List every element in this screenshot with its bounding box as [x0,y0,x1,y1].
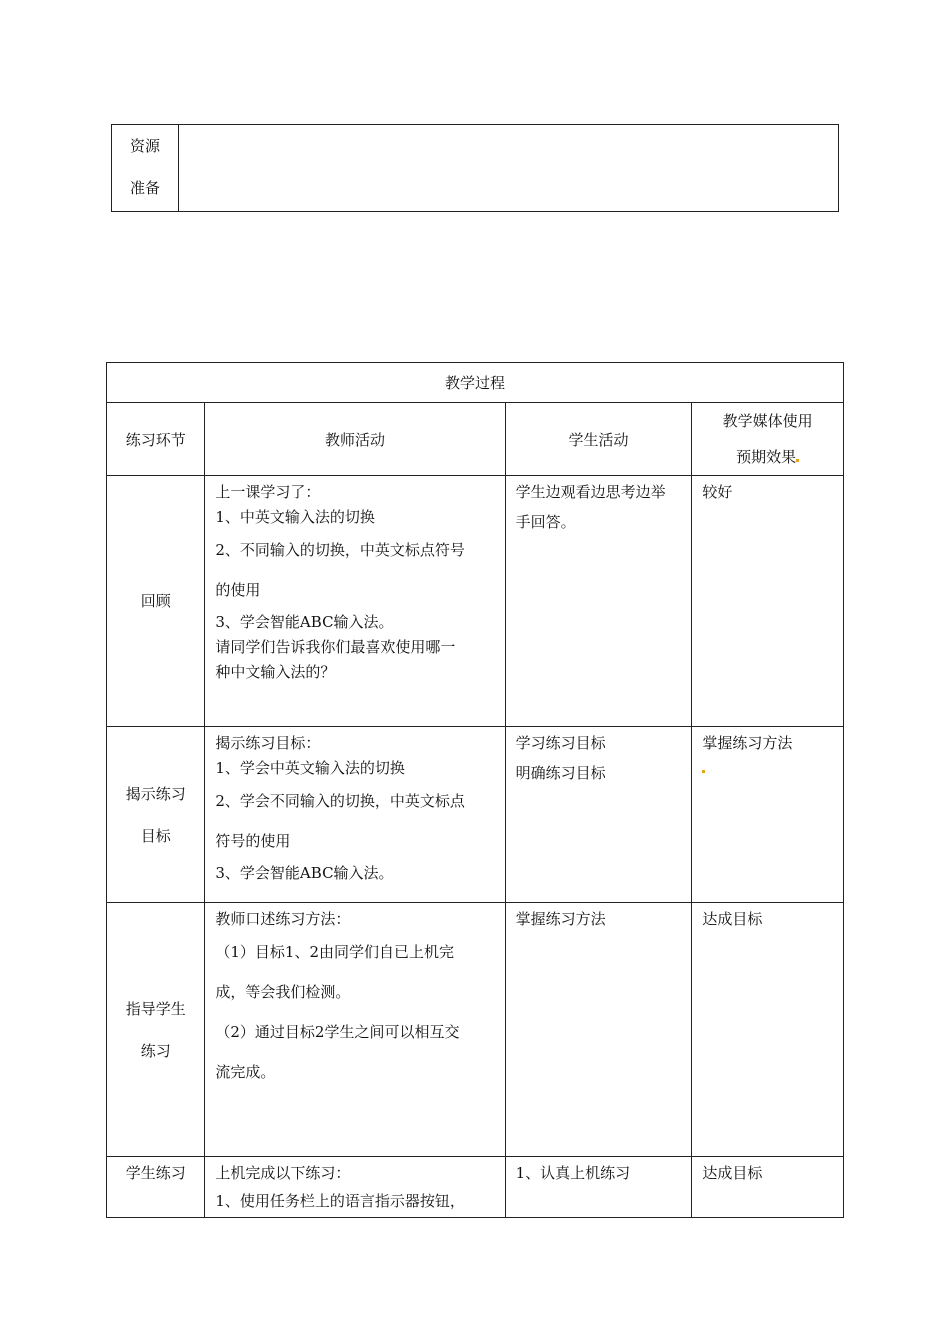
student-activity-cell [505,903,692,1157]
table-row [107,1157,844,1218]
stage-label-line1: 揭示练习 [125,784,186,803]
teacher-line: 2、学会不同输入的切换，中英文标点 [215,792,465,810]
student-line: 学生边观看边思考边举 [515,483,666,501]
header-media-line1: 教学媒体使用 [722,412,813,430]
teacher-line: 的使用 [215,581,261,599]
stage-label: 学生练习 [125,1164,186,1182]
student-activity-cell [505,727,692,903]
resource-label-line1: 资源 [129,137,160,155]
table-row [107,903,844,1157]
mark-icon [702,770,705,773]
header-stage: 练习环节 [107,403,205,476]
teacher-line: 教师口述练习方法： [215,910,351,928]
effect-cell [692,903,844,1157]
teacher-activity-cell [205,476,505,727]
teaching-process-table [106,362,844,1218]
teacher-activity-cell [205,903,505,1157]
teacher-line: 3、学会智能ABC输入法。 [215,864,394,882]
effect-label: 达成目标 [702,1164,763,1182]
effect-label: 掌握练习方法 [702,734,793,752]
teacher-line: 上一课学习了： [215,483,321,501]
stage-label-line2: 练习 [140,1041,171,1060]
stage-cell [107,1157,205,1218]
effect-cell [692,1157,844,1218]
effect-label: 较好 [702,483,733,501]
teacher-line: 揭示练习目标： [215,734,321,752]
effect-mark-line [702,756,843,781]
header-media [692,403,844,476]
header-media-line2: 预期效果 [692,439,843,475]
header-teacher-label: 教师活动 [324,430,385,449]
teacher-line: 1、中英文输入法的切换 [215,508,375,526]
mark-icon [796,459,799,462]
teacher-line: （2）通过目标2学生之间可以相互交 [215,1023,460,1041]
teacher-line: （1）目标1、2由同学们自已上机完 [215,943,455,961]
teacher-line: 2、不同输入的切换，中英文标点符号 [215,541,465,559]
student-line: 手回答。 [515,513,576,531]
stage-cell [107,727,205,903]
student-line: 学习练习目标 [515,734,606,752]
effect-label: 达成目标 [702,910,763,928]
stage-cell [107,903,205,1157]
student-activity-cell [505,1157,692,1218]
teacher-activity-cell [205,727,505,903]
table-row [107,476,844,727]
teacher-line: 请同学们告诉我你们最喜欢使用哪一 [215,638,456,656]
teacher-line: 1、学会中英文输入法的切换 [215,759,405,777]
teacher-line: 3、学会智能ABC输入法。 [215,613,394,631]
resource-label-cell [112,125,179,212]
student-line: 1、认真上机练习 [515,1164,631,1182]
resource-content-cell [179,125,839,212]
header-teacher [205,403,505,476]
student-activity-cell [505,476,692,727]
stage-label-line2: 目标 [140,826,171,845]
teacher-line: 流完成。 [215,1063,276,1081]
teacher-activity-cell [205,1157,505,1218]
resource-label-line2: 准备 [129,179,160,197]
student-line: 明确练习目标 [515,764,606,782]
header-student: 学生活动 [505,403,692,476]
effect-cell [692,476,844,727]
process-title: 教学过程 [107,363,844,403]
effect-cell [692,727,844,903]
resource-table [111,124,839,212]
table-row [107,727,844,903]
stage-cell [107,476,205,727]
teacher-line: 1、使用任务栏上的语言指示器按钮， [215,1192,465,1210]
teacher-line: 成，等会我们检测。 [215,983,351,1001]
header-row [107,403,844,476]
stage-label: 回顾 [140,592,171,610]
teacher-line: 上机完成以下练习： [215,1164,351,1182]
student-line: 掌握练习方法 [515,910,606,928]
stage-label-line1: 指导学生 [125,999,186,1018]
teacher-line: 符号的使用 [215,832,291,850]
teacher-line: 种中文输入法的？ [215,663,336,681]
